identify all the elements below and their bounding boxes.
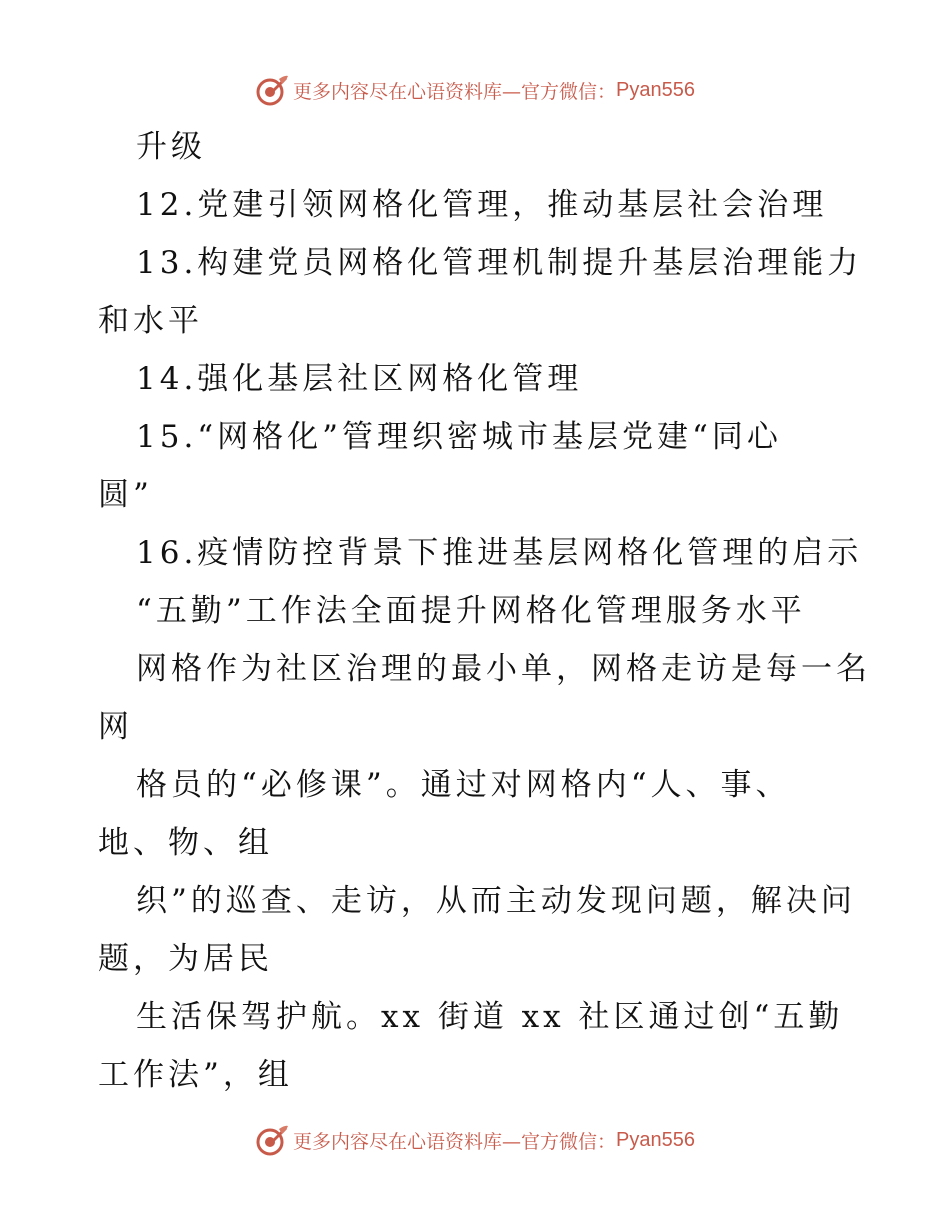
footer-watermark xyxy=(0,1120,950,1160)
text-line: 和水平 xyxy=(98,303,203,339)
text-line: 工作法”，组 xyxy=(98,1057,293,1093)
text-line: “五勤”工作法全面提升网格化管理服务水平 xyxy=(136,593,806,629)
quill-logo-icon xyxy=(255,1123,289,1157)
text-line: 题，为居民 xyxy=(98,941,273,977)
watermark-wechat-id: Pyan556 xyxy=(616,78,695,101)
header-watermark xyxy=(0,70,950,110)
text-line: 13.构建党员网格化管理机制提升基层治理能力 xyxy=(136,245,863,281)
text-line: 14.强化基层社区网格化管理 xyxy=(136,361,583,397)
text-line: 格员的“必修课”。通过对网格内“人、事、 xyxy=(136,767,791,803)
text-line: 升级 xyxy=(136,129,206,165)
text-line: 12.党建引领网格化管理，推动基层社会治理 xyxy=(136,187,828,223)
text-line: 16.疫情防控背景下推进基层网格化管理的启示 xyxy=(136,535,863,571)
text-line: 网 xyxy=(98,709,133,745)
watermark-wechat-id: Pyan556 xyxy=(616,1128,695,1151)
text-line: 织”的巡查、走访，从而主动发现问题，解决问 xyxy=(136,883,856,919)
watermark-text: 更多内容尽在心语资料库—官方微信： xyxy=(293,80,617,103)
watermark-text: 更多内容尽在心语资料库—官方微信： xyxy=(293,1130,617,1153)
text-line: 圆” xyxy=(98,477,153,513)
quill-logo-icon xyxy=(255,73,289,107)
text-line: 15.“网格化”管理织密城市基层党建“同心 xyxy=(136,419,782,455)
text-line: 生活保驾护航。xx 街道 xx 社区通过创“五勤 xyxy=(136,999,844,1035)
text-line: 网格作为社区治理的最小单，网格走访是每一名 xyxy=(136,651,871,687)
text-line: 地、物、组 xyxy=(98,825,273,861)
